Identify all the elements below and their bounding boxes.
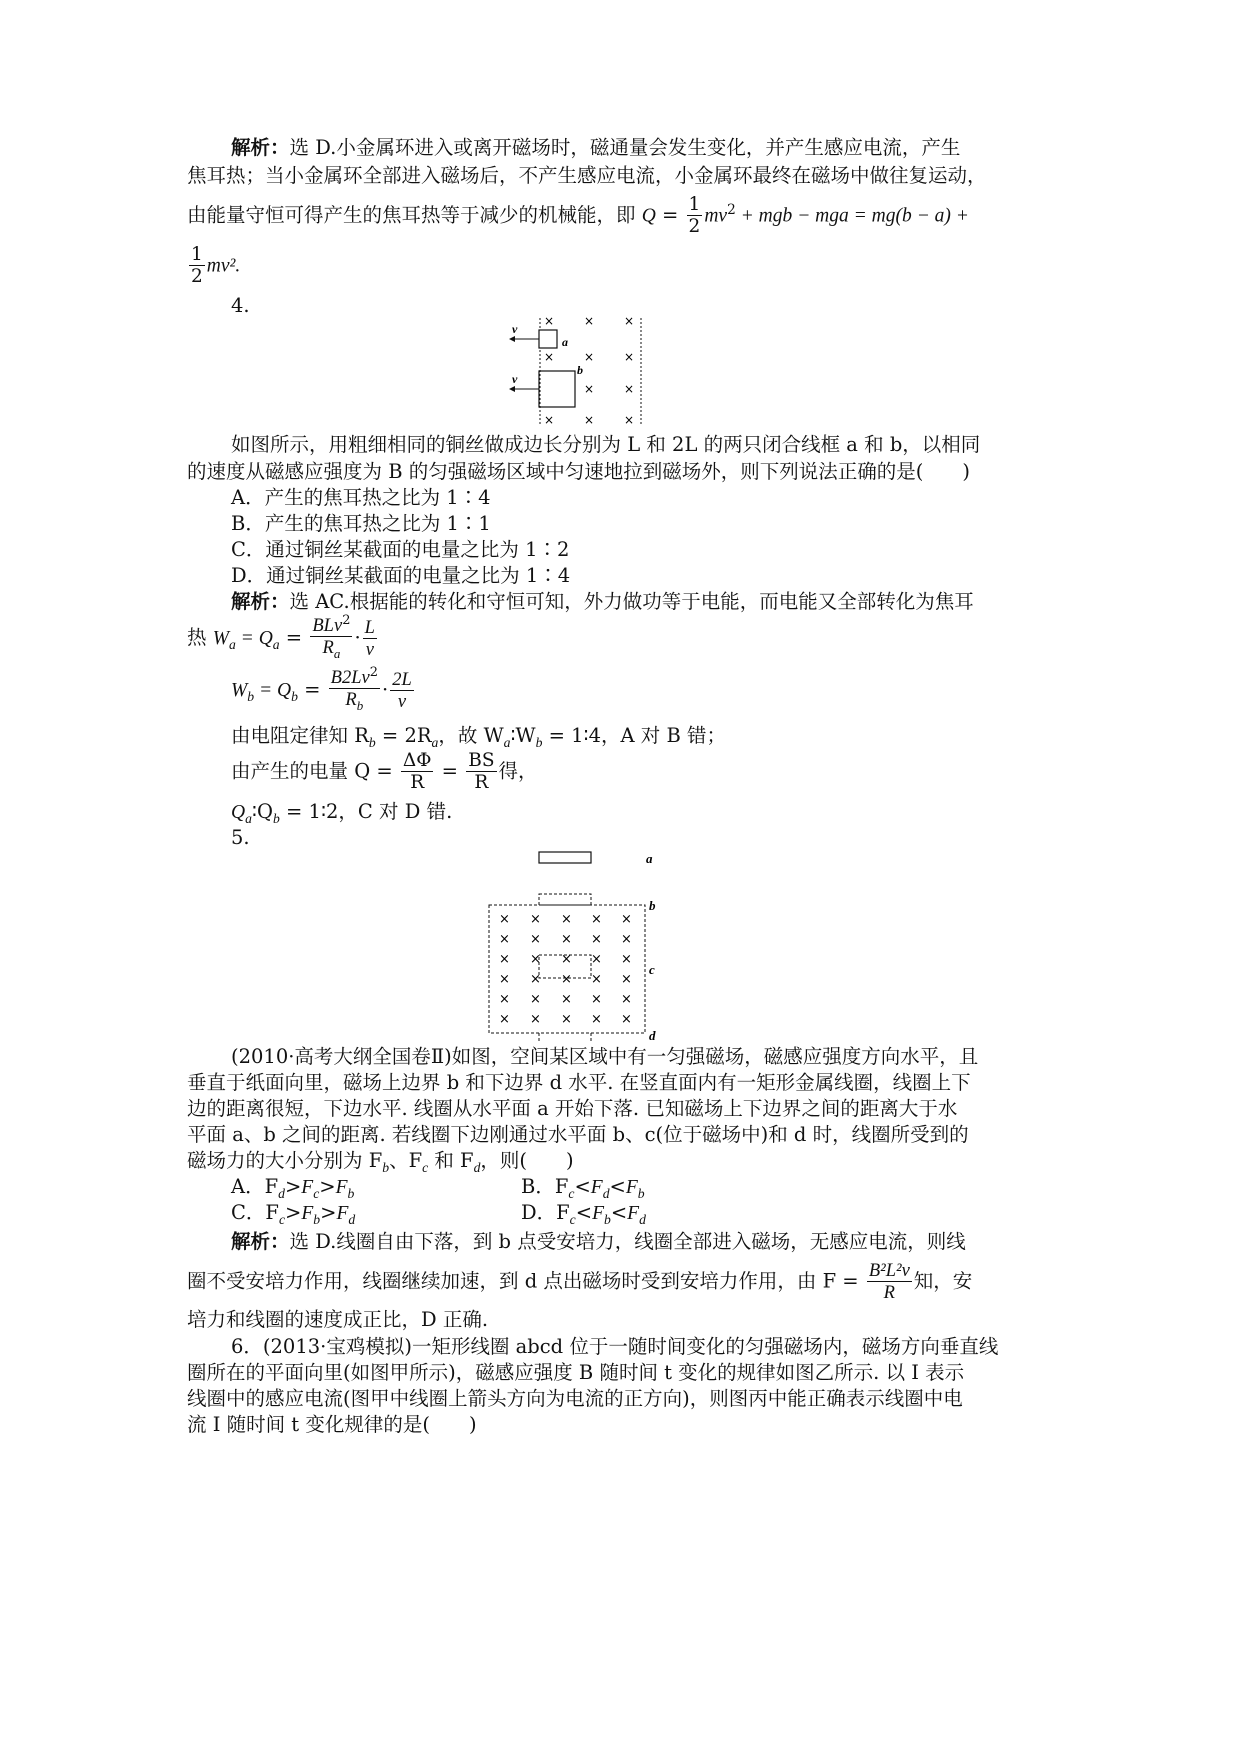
arrow-head-icon — [509, 336, 515, 342]
denominator — [396, 691, 408, 712]
q4-analysis-r — [231, 726, 726, 751]
cross: × — [624, 350, 635, 364]
subscript: c — [422, 1159, 429, 1175]
subscript: a — [431, 734, 439, 750]
text: = — [655, 203, 685, 227]
subscript: b — [382, 1159, 390, 1175]
q5-number: 5. — [231, 826, 250, 849]
text: 选 D.小金属环进入或离开磁场时，磁通量会发生变化，并产生感应电流，产生 — [289, 136, 961, 159]
fraction — [687, 194, 703, 238]
text: 知，安 — [913, 1269, 973, 1293]
label-c: c — [649, 962, 655, 977]
label-b: b — [577, 363, 583, 377]
q5-stem-5 — [187, 1151, 574, 1176]
numerator — [867, 1260, 912, 1282]
text: ，故 W — [438, 724, 504, 747]
var: v — [365, 639, 374, 661]
label-d: d — [649, 1028, 656, 1042]
q4-stem-2: 的速度从磁感应强度为 B 的匀强磁场区域中匀速地拉到磁场外，则下列说法正确的是( ) — [187, 460, 970, 483]
subscript: a — [272, 636, 280, 652]
var: B²L²v — [868, 1260, 910, 1281]
var: mv — [704, 205, 728, 227]
text: 选 AC.根据能的转化和守恒可知，外力做功等于电能，而电能又全部转化为焦耳 — [289, 590, 974, 613]
q4-option-a: A．产生的焦耳热之比为 1∶4 — [231, 486, 491, 509]
cross: × — [561, 952, 572, 967]
subscript: a — [333, 646, 341, 662]
analysis-label: 解析： — [231, 590, 290, 613]
equation: + mgb − mga = mg(b − a) + — [735, 205, 969, 227]
q6-line-4: 流 I 随时间 t 变化规律的是( ) — [187, 1413, 477, 1436]
cross: × — [624, 413, 635, 426]
cross: × — [621, 1012, 632, 1027]
field-crosses — [499, 912, 632, 1027]
q5-figure — [487, 846, 667, 1042]
fraction — [401, 750, 434, 794]
denominator: 2 — [688, 216, 701, 238]
cross: × — [499, 912, 510, 927]
numerator — [363, 617, 377, 639]
cross: × — [621, 992, 632, 1007]
frame-a — [539, 330, 557, 348]
q4-option-d: D．通过铜丝某截面的电量之比为 1∶4 — [231, 564, 571, 587]
q3-analysis-line-3 — [187, 194, 969, 238]
q4-number: 4. — [231, 294, 250, 317]
denominator: 2 — [191, 266, 203, 288]
cross: × — [624, 316, 635, 328]
q6-line-1: 6．(2013·宝鸡模拟)一矩形线圈 abcd 位于一随时间变化的匀强磁场内，磁场方向垂直线 — [231, 1335, 999, 1358]
text: C．F — [231, 1201, 279, 1224]
text: 由能量守恒可得产生的焦耳热等于减少的机械能，即 — [187, 203, 642, 227]
analysis-label: 解析： — [231, 1230, 290, 1253]
subscript: a — [503, 734, 511, 750]
cross: × — [561, 1012, 572, 1027]
cross: × — [530, 912, 541, 927]
var: R — [883, 1282, 895, 1304]
cross: × — [584, 413, 595, 426]
cross: × — [499, 1012, 510, 1027]
numerator: 1 — [688, 194, 701, 215]
cross: × — [621, 972, 632, 987]
denominator — [343, 689, 365, 715]
fraction — [189, 244, 205, 288]
q4-analysis-wb: $W_b = Q_b$ = $\frac{B2Lv^2}{R_b}$ · $\frac{2L}{v}$ — [231, 665, 412, 714]
text: 得， — [498, 759, 538, 783]
cross: × — [530, 992, 541, 1007]
var: Q — [641, 205, 656, 227]
numerator: 1 — [191, 244, 203, 265]
q3-analysis-line-1 — [231, 138, 960, 158]
cross: × — [621, 952, 632, 967]
q4-option-b: B．产生的焦耳热之比为 1∶1 — [231, 512, 491, 535]
cross: × — [584, 316, 595, 328]
denominator — [882, 1282, 897, 1303]
equation: = Q — [254, 680, 292, 702]
q5-option-c: C．$F_c>F_b>F_d$ — [231, 1201, 356, 1227]
var: BLv — [312, 615, 343, 637]
cross: × — [591, 952, 602, 967]
text: B．F — [521, 1175, 569, 1198]
text: = 1∶2，C 对 D 错. — [279, 800, 453, 823]
subscript: a — [228, 636, 236, 652]
fraction — [310, 614, 352, 663]
var: R — [345, 689, 357, 711]
cross: × — [584, 350, 595, 364]
q5-stem-2: 垂直于纸面向里，磁场上边界 b 和下边界 d 水平. 在竖直面内有一矩形金属线圈，线圈上下 — [187, 1071, 971, 1094]
subscript: b — [356, 698, 364, 714]
cross: × — [561, 992, 572, 1007]
cross: × — [621, 932, 632, 947]
equation: mv². — [206, 255, 241, 277]
text: 圈不受安培力作用，线圈继续加速，到 d 点出磁场时受到安培力作用，由 F = — [187, 1269, 865, 1293]
equation: = Q — [235, 628, 273, 650]
cross: × — [499, 952, 510, 967]
analysis-label: 解析： — [231, 136, 290, 159]
label-a: a — [646, 851, 653, 866]
cross: × — [561, 972, 572, 987]
label-v: v — [512, 372, 518, 386]
q4-analysis-q — [231, 750, 538, 794]
q5-analysis-line-2 — [187, 1260, 972, 1304]
q4-analysis-qq — [231, 802, 452, 827]
cross: × — [591, 992, 602, 1007]
cross: × — [584, 382, 595, 396]
numerator: ΔΦ — [402, 750, 432, 771]
fraction — [329, 666, 380, 715]
text: 由产生的电量 Q = — [231, 759, 399, 783]
superscript: 2 — [369, 665, 378, 680]
text: = 1∶4，A 对 B 错； — [542, 724, 727, 747]
fraction — [390, 669, 414, 713]
numerator: BS — [468, 750, 495, 771]
text: = — [435, 759, 465, 783]
var: Q — [231, 802, 246, 823]
text: ∶W — [510, 724, 536, 747]
subscript: b — [535, 734, 543, 750]
q5-stem-4: 平面 a、b 之间的距离. 若线圈下边刚通过水平面 b、c(位于磁场中)和 d 时，线圈所受到的 — [187, 1123, 969, 1146]
cross: × — [530, 1012, 541, 1027]
q5-option-b: B．$F_c<F_d<F_b$ — [521, 1175, 645, 1201]
label-a: a — [562, 335, 568, 349]
q4-option-c: C．通过铜丝某截面的电量之比为 1∶2 — [231, 538, 570, 561]
text: ∶Q — [251, 800, 273, 823]
superscript: 2 — [727, 201, 736, 218]
label-v: v — [512, 322, 518, 336]
cross: × — [624, 382, 635, 396]
numerator — [390, 669, 414, 691]
q4-stem-1: 如图所示，用粗细相同的铜丝做成边长分别为 L 和 2L 的两只闭合线框 a 和 b，以相同 — [231, 433, 981, 456]
text: A．F — [231, 1175, 279, 1198]
var: v — [397, 691, 407, 713]
var: W — [231, 680, 248, 702]
q6-line-2: 圈所在的平面向里(如图甲所示)，磁感应强度 B 随时间 t 变化的规律如图乙所示. 以 I 表示 — [187, 1361, 965, 1384]
numerator — [329, 666, 380, 689]
cross: × — [499, 992, 510, 1007]
fraction — [363, 617, 377, 661]
var: R — [322, 637, 334, 659]
var: W — [212, 628, 229, 650]
numerator — [310, 614, 352, 637]
cross: × — [530, 952, 541, 967]
text: 磁场力的大小分别为 F — [187, 1149, 383, 1172]
denominator — [364, 639, 376, 660]
text: 选 D.线圈自由下落，到 b 点受安培力，线圈全部进入磁场，无感应电流，则线 — [289, 1230, 966, 1253]
text: ，则( ) — [480, 1149, 574, 1172]
subscript: b — [368, 734, 376, 750]
var: L — [364, 616, 375, 638]
q4-figure — [507, 316, 647, 426]
text: 由电阻定律知 R — [231, 724, 369, 747]
cross: × — [591, 912, 602, 927]
q4-analysis-wa: 热 $W_a = Q_a$ = $\frac{BLv^2}{R_a}$ · $\frac{L}{v}$ — [187, 613, 375, 662]
cross: × — [544, 413, 555, 426]
cross: × — [499, 972, 510, 987]
cross: × — [591, 972, 602, 987]
var: 2L — [392, 668, 412, 690]
cross: × — [544, 316, 555, 328]
fraction — [466, 750, 496, 794]
cross: × — [530, 972, 541, 987]
label-b: b — [649, 898, 656, 913]
text: 热 — [187, 626, 213, 650]
denominator: R — [410, 772, 425, 794]
subscript: a — [245, 810, 252, 826]
denominator: R — [474, 772, 489, 794]
cross: × — [544, 350, 555, 364]
subscript: b — [291, 688, 298, 704]
q5-option-d: D．$F_c<F_b<F_d$ — [521, 1201, 646, 1227]
text: = 2R — [375, 724, 432, 747]
superscript: 2 — [342, 613, 351, 628]
q4-analysis-line-1 — [231, 592, 974, 612]
cross: × — [499, 932, 510, 947]
text: 和 F — [428, 1149, 474, 1172]
cross: × — [561, 912, 572, 927]
q5-stem-3: 边的距离很短，下边水平. 线圈从水平面 a 开始下落. 已知磁场上下边界之间的距离大于水 — [187, 1097, 958, 1120]
q3-analysis-line-4 — [187, 244, 240, 288]
cross: × — [591, 932, 602, 947]
frame-b — [539, 371, 575, 407]
q6-line-3: 线圈中的感应电流(图甲中线圈上箭头方向为电流的正方向)，则图丙中能正确表示线圈中电 — [187, 1387, 963, 1410]
q3-analysis-line-2: 焦耳热；当小金属环全部进入磁场后，不产生感应电流，小金属环最终在磁场中做往复运动， — [187, 164, 987, 187]
cross: × — [621, 912, 632, 927]
subscript: b — [272, 810, 280, 826]
denominator — [321, 637, 343, 663]
var: B2Lv — [330, 667, 370, 689]
subscript: b — [247, 688, 255, 704]
arrow-head-icon — [509, 386, 515, 392]
text: D．F — [521, 1201, 570, 1224]
cross: × — [530, 932, 541, 947]
q5-option-a: A．$F_d>F_c>F_b$ — [231, 1175, 355, 1201]
coil-top — [539, 852, 591, 863]
coil-at-b — [539, 894, 591, 905]
text: 、F — [389, 1149, 423, 1172]
q5-stem-1: (2010·高考大纲全国卷Ⅱ)如图，空间某区域中有一匀强磁场，磁感应强度方向水平，且 — [231, 1045, 979, 1068]
fraction — [867, 1260, 912, 1304]
subscript: d — [473, 1159, 481, 1175]
q5-analysis-line-1 — [231, 1232, 966, 1252]
cross: × — [561, 932, 572, 947]
cross: × — [591, 1012, 602, 1027]
q5-analysis-line-3: 培力和线圈的速度成正比，D 正确. — [187, 1308, 489, 1331]
